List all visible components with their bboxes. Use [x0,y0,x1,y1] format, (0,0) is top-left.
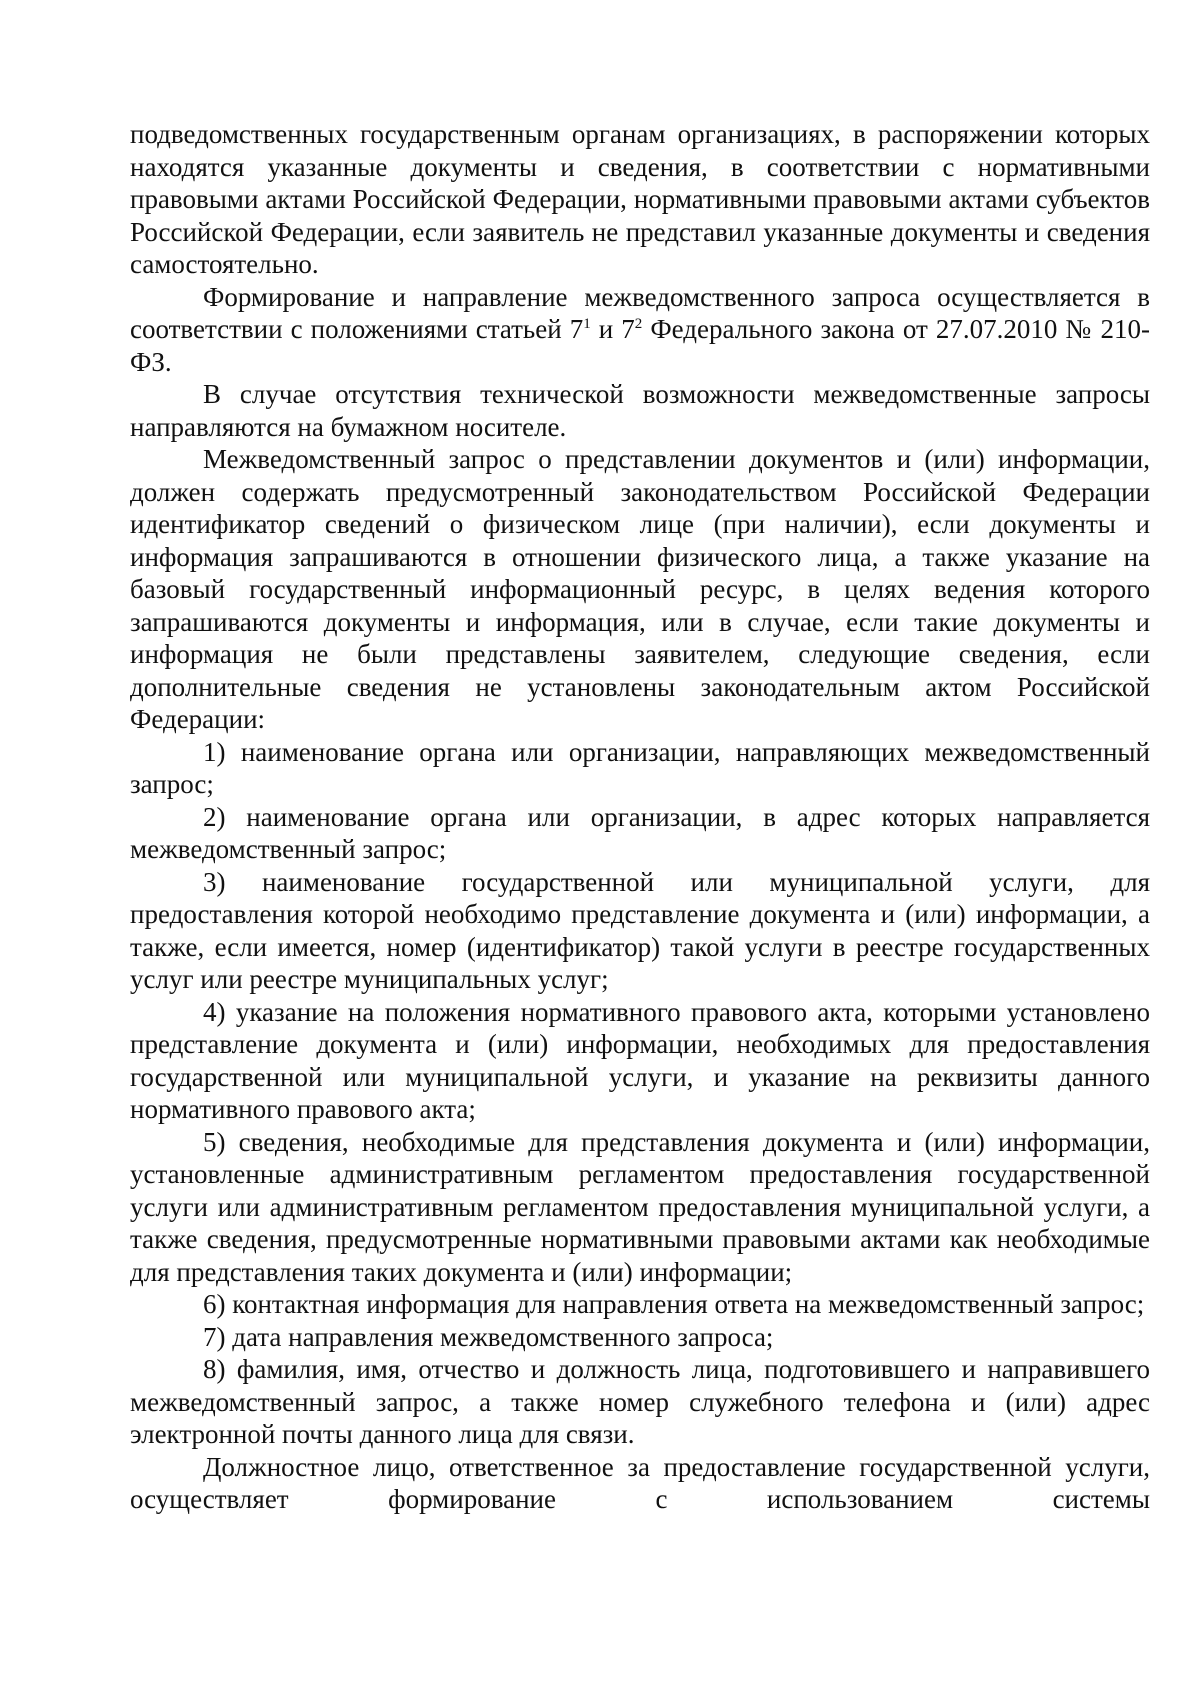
paragraph-formation-text-middle: и 7 [590,314,635,344]
document-page [130,118,1150,1516]
superscript-2: 2 [634,316,643,332]
superscript-1: 1 [583,316,591,332]
paragraph-formation [130,281,1150,379]
paragraph-paper-carrier: В случае отсутствия технической возможности межведомственные запросы направляются на бумажном носителе. [130,379,1150,442]
paragraph-continuation: подведомственных государственным органам организациях, в распоряжении которых находятся указанные документы и сведения, в соответствии с нормативными правовыми актами Российской Федерации, нормативными правовыми актами субъектов Российской Федерации, если заявитель не представил указанные документы и сведения самостоятельно. [130,119,1150,279]
list-item-2: 2) наименование органа или организации, в адрес которых направляется межведомственный запрос; [130,801,1150,864]
list-item-4: 4) указание на положения нормативного правового акта, которыми установлено представление документа и (или) информации, необходимых для предоставления государственной или муниципальной услуги, и указание на реквизиты данного нормативного правового акта; [130,996,1150,1124]
paragraph-request-content: Межведомственный запрос о представлении документов и (или) информации, должен содержать предусмотренный законодательством Российской Федерации идентификатор сведений о физическом лице (при наличии), если документы и информация запрашиваются в отношении физического лица, а также указание на базовый государственный информационный ресурс, в целях ведения которого запрашиваются документы и информация, или в случае, если такие документы и информация не были представлены заявителем, следующие сведения, если дополнительные сведения не установлены законодательным актом Российской Федерации: [130,444,1150,734]
list-item-8: 8) фамилия, имя, отчество и должность лица, подготовившего и направившего межведомственный запрос, а также номер служебного телефона и (или) адрес электронной почты данного лица для связи. [130,1354,1150,1449]
paragraph-formation-text-before: Формирование и направление межведомственного запроса осуществляется в соответствии с положениями статьей 7 [130,281,1150,344]
list-item-1: 1) наименование органа или организации, направляющих межведомственный запрос; [130,736,1150,799]
list-item-5: 5) сведения, необходимые для представления документа и (или) информации, установленные административным регламентом предоставления государственной услуги или административным регламентом предоставления муниципальной услуги, а также сведения, предусмотренные нормативными правовыми актами как необходимые для представления таких документа и (или) информации; [130,1126,1150,1287]
paragraph-formation-text-after: Федерального закона от 27.07.2010 № 210-ФЗ. [130,314,1150,377]
list-item-7: 7) дата направления межведомственного запроса; [203,1321,774,1352]
list-item-3: 3) наименование государственной или муниципальной услуги, для предоставления которой необходимо представление документа и (или) информации, а также, если имеется, номер (идентификатор) такой услуги в реестре государственных услуг или реестре муниципальных услуг; [130,866,1150,994]
paragraph-official: Должностное лицо, ответственное за предоставление государственной услуги, осуществляет формирование с использованием системы [130,1451,1150,1514]
list-item-6: 6) контактная информация для направления ответа на межведомственный запрос; [203,1289,1145,1319]
